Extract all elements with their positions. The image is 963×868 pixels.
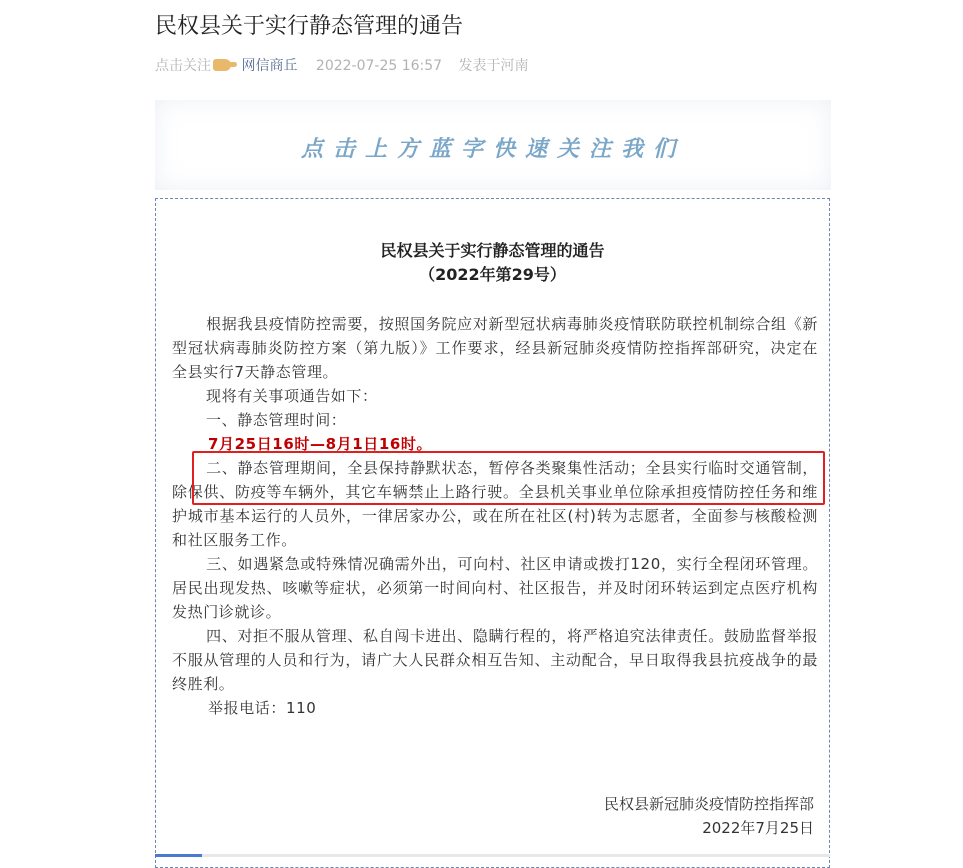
item1-heading: 一、静态管理时间： [206, 411, 347, 429]
paragraph-announce: 现将有关事项通告如下： [206, 387, 378, 405]
signature: 民权县新冠肺炎疫情防控指挥部 [603, 795, 814, 813]
hotline: 举报电话：110 [208, 699, 317, 717]
pointing-hand-icon[interactable] [213, 59, 231, 71]
paragraph-item3: 三、如遇紧急或特殊情况确需外出，可向村、社区申请或拨打120，实行全程闭环管理。居民出现发热、咳嗽等症状，必须第一时间向村、社区报告，并及时闭环转运到定点医疗机构发热门诊就诊。 [172, 555, 818, 621]
article-title: 民权县关于实行静态管理的通告 [155, 14, 464, 39]
follow-banner[interactable] [155, 100, 831, 190]
paragraph-item4: 四、对拒不服从管理、私自闯卡进出、隐瞒行程的，将严格追究法律责任。鼓励监督举报不服从管理的人员和行为，请广大人民群众相互告知、主动配合，早日取得我县抗疫战争的最终胜利。 [172, 627, 818, 693]
paragraph-intro: 根据我县疫情防控需要，按照国务院应对新型冠状病毒肺炎疫情联防联控机制综合组《新型冠状病毒肺炎防控方案（第九版）》工作要求，经县新冠肺炎疫情防控指挥部研究，决定在全县实行7天静态管理。 [172, 315, 818, 381]
publish-location: 发表于河南 [458, 58, 529, 74]
account-name-link[interactable]: 网信商丘 [241, 58, 298, 74]
publish-datetime: 2022-07-25 16:57 [315, 58, 443, 74]
highlight-annotation [192, 451, 825, 505]
follow-link[interactable]: 点击关注 [155, 58, 211, 74]
notice-title: 民权县关于实行静态管理的通告 [380, 241, 605, 260]
sign-date: 2022年7月25日 [702, 819, 814, 837]
paragraph-item2: 二、静态管理期间，全县保持静默状态，暂停各类聚集性活动；全县实行临时交通管制，除保供、防疫等车辆外，其它车辆禁止上路行驶。全县机关事业单位除承担疫情防控任务和维护城市基本运行的人员外，一律居家办公，或在所在社区(村)转为志愿者，全面参与核酸检测和社区服务工作。 [172, 459, 818, 549]
article-meta [155, 56, 529, 76]
banner-text: 点击上方蓝字快速关注我们 [300, 137, 685, 162]
notice-number: （2022年第29号） [419, 265, 566, 284]
item1-time: 7月25日16时—8月1日16时。 [208, 435, 433, 453]
